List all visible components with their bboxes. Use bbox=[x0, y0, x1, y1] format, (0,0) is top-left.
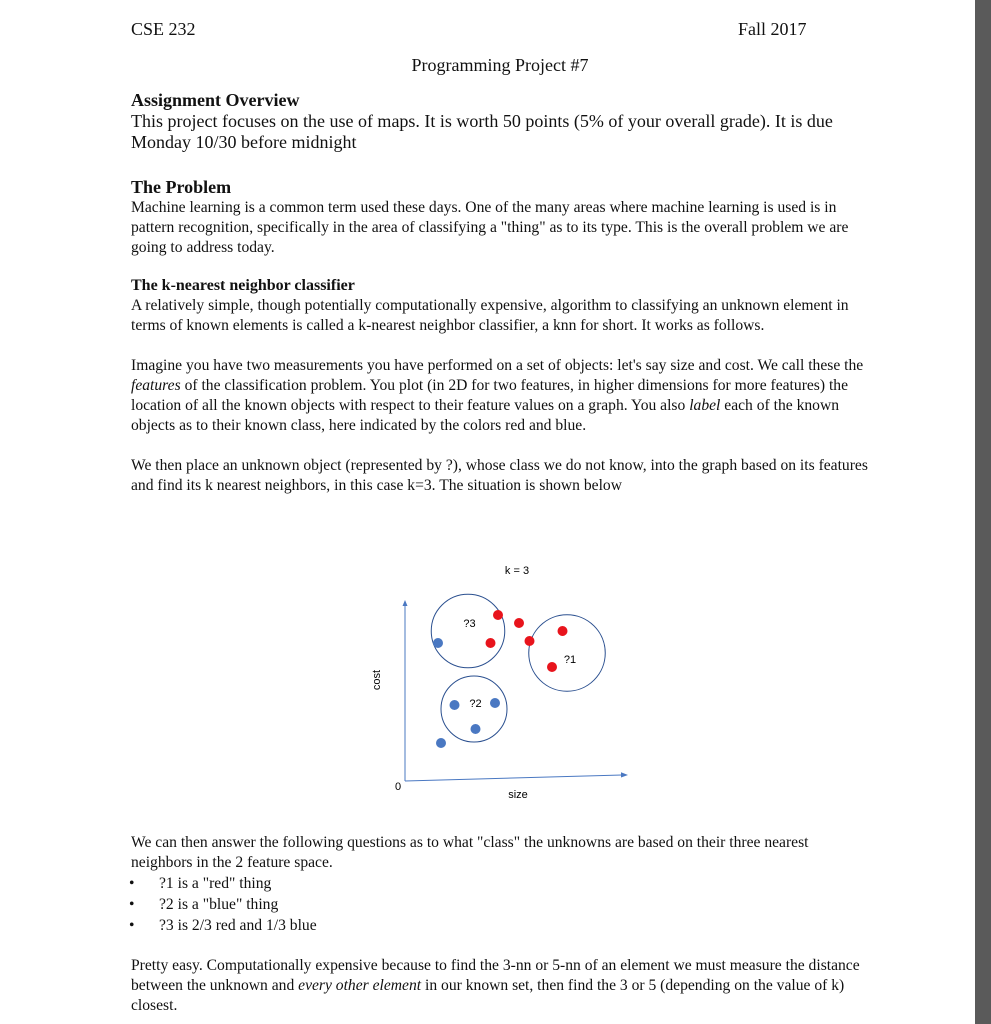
blue-point bbox=[436, 738, 446, 748]
x-axis-label: size bbox=[508, 789, 528, 801]
answer-item bbox=[131, 894, 871, 915]
page-title: Programming Project #7 bbox=[411, 55, 589, 75]
features-term: features bbox=[131, 377, 181, 394]
chart-title: k = 3 bbox=[504, 565, 530, 577]
chart-marks bbox=[431, 594, 605, 748]
neighborhood-circle bbox=[431, 594, 505, 668]
red-point bbox=[558, 626, 568, 636]
knn-para-2-a: Imagine you have two measurements you have performed on a set of objects: let's say size and cost. We call these the bbox=[131, 357, 864, 374]
origin-label: 0 bbox=[394, 781, 402, 793]
questions-intro: We can then answer the following questions as to what "class" the unknowns are based on their three nearest neighbors in the 2 feature space. bbox=[131, 834, 809, 871]
knn-para-2-b: of the classification problem. You plot (in 2D for two features, in higher dimensions for more features) the location of all the known objects with respect to their feature values on a graph. You also bbox=[131, 377, 849, 414]
knn-para-1: A relatively simple, though potentially computationally expensive, algorithm to classifying an unknown element in terms of known elements is called a k-nearest neighbor classifier, a knn for short. It works as follows. bbox=[131, 297, 849, 334]
blue-point bbox=[471, 724, 481, 734]
bullet-icon: • bbox=[129, 875, 135, 892]
y-axis-arrow bbox=[403, 600, 408, 606]
unknown-label: ?1 bbox=[563, 654, 577, 666]
answer-item bbox=[131, 915, 871, 936]
blue-point bbox=[490, 698, 500, 708]
knn-chart bbox=[360, 560, 660, 810]
knn-para-2 bbox=[131, 356, 871, 436]
y-axis-label: cost bbox=[371, 669, 383, 691]
closing-emphasis: every other element bbox=[298, 977, 422, 994]
overview-heading: Assignment Overview bbox=[131, 90, 300, 110]
red-point bbox=[547, 662, 557, 672]
answer-item bbox=[131, 873, 871, 894]
problem-heading: The Problem bbox=[131, 177, 232, 197]
questions-section bbox=[131, 833, 871, 1016]
blue-point bbox=[433, 638, 443, 648]
knn-para-2-c: each of the known objects as to their known class, here indicated by the colors red and blue. bbox=[131, 397, 840, 434]
red-point bbox=[514, 618, 524, 628]
neighborhood-circle bbox=[529, 615, 606, 692]
answers-list bbox=[131, 873, 871, 936]
x-axis bbox=[405, 775, 622, 781]
answer-text: ?1 is a "red" thing bbox=[159, 875, 272, 892]
term: Fall 2017 bbox=[738, 19, 807, 39]
red-point bbox=[486, 638, 496, 648]
course-code: CSE 232 bbox=[131, 19, 196, 39]
label-term: label bbox=[689, 397, 721, 414]
bullet-icon: • bbox=[129, 896, 135, 913]
unknown-label: ?3 bbox=[463, 618, 476, 630]
closing-a: Pretty easy. Computationally expensive because to find the 3-nn or 5-nn of an element we must measure the distance between the unknown and bbox=[131, 957, 860, 994]
knn-heading: The k-nearest neighbor classifier bbox=[131, 277, 355, 294]
unknown-label: ?2 bbox=[469, 698, 482, 710]
red-point bbox=[493, 610, 503, 620]
answer-text: ?2 is a "blue" thing bbox=[159, 896, 279, 913]
overview-text: This project focuses on the use of maps. It is worth 50 points (5% of your overall grade). It is due Monday 10/30 before midnight bbox=[131, 111, 833, 152]
red-point bbox=[525, 636, 535, 646]
document-body bbox=[131, 90, 871, 496]
blue-point bbox=[450, 700, 460, 710]
problem-text: Machine learning is a common term used these days. One of the many areas where machine learning is used is in pattern recognition, specifically in the area of classifying a "thing" as to its type. This is the overall problem we are going to address today. bbox=[131, 199, 849, 256]
x-axis-arrow bbox=[621, 772, 628, 777]
knn-para-3: We then place an unknown object (represented by ?), whose class we do not know, into the graph based on its features and find its k nearest neighbors, in this case k=3. The situation is shown below bbox=[131, 457, 868, 494]
closing-b: in our known set, then find the 3 or 5 (depending on the value of k) closest. bbox=[131, 977, 845, 1014]
answer-text: ?3 is 2/3 red and 1/3 blue bbox=[159, 917, 317, 934]
bullet-icon: • bbox=[129, 917, 135, 934]
closing-paragraph bbox=[131, 956, 871, 1016]
